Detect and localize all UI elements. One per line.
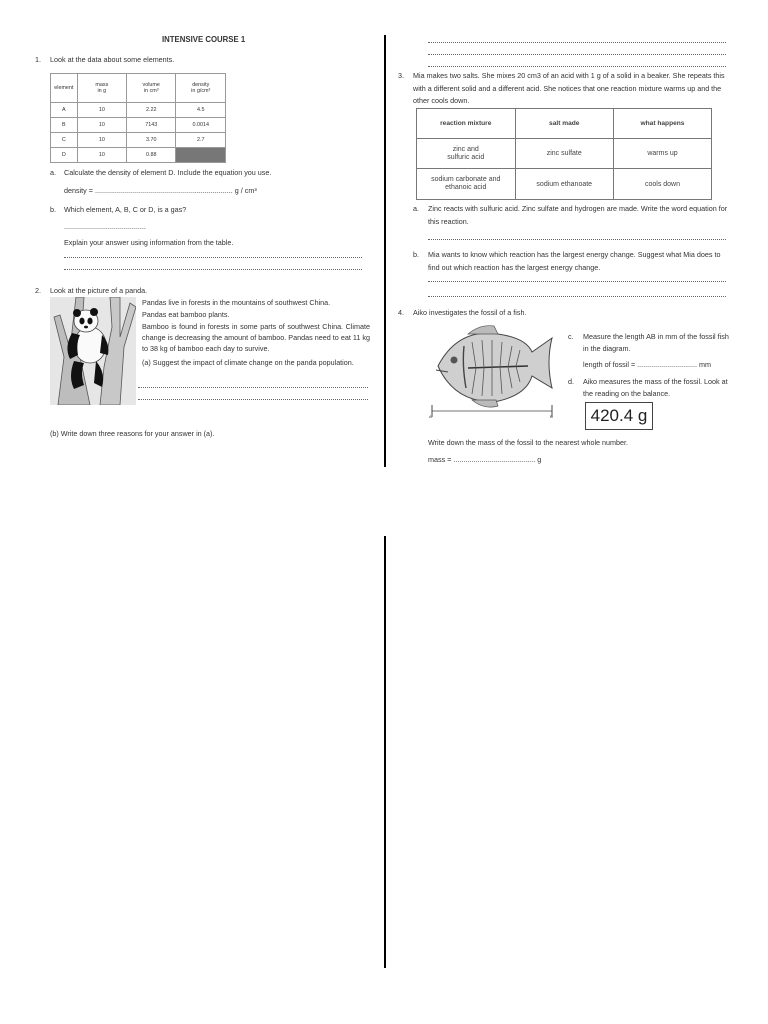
col-volume: volume in cm³ (126, 74, 176, 103)
cell: 2.22 (126, 103, 176, 118)
q2a-answer-line[interactable] (138, 387, 368, 388)
answer-line[interactable] (428, 42, 726, 43)
q1-intro: Look at the data about some elements. (50, 55, 175, 64)
table-row (51, 103, 226, 118)
column-divider-bottom (384, 536, 386, 968)
panda-fact-2: Pandas eat bamboo plants. (142, 310, 230, 319)
label-b: B (550, 414, 553, 419)
explain-answer-line[interactable] (64, 257, 362, 258)
q2b-text: (b) Write down three reasons for your answer in (a). (50, 429, 215, 438)
col-what-happens: what happens (614, 109, 712, 139)
scale-line-ab (428, 402, 556, 420)
cell: C (51, 133, 78, 148)
cell: zinc sulfate (515, 139, 614, 169)
q1a-text: Calculate the density of element D. Include the equation you use. (64, 168, 272, 177)
table-row (417, 169, 712, 200)
q4d-text: Aiko measures the mass of the fossil. Look at the reading on the balance. (583, 377, 728, 398)
q1-number: 1. (35, 55, 41, 64)
reaction-table (416, 108, 712, 200)
cell: 10 (77, 103, 126, 118)
cell: 2.7 (176, 133, 226, 148)
q2a-answer-line[interactable] (138, 399, 368, 400)
cell: A (51, 103, 78, 118)
col-density: density in g/cm³ (176, 74, 226, 103)
cell: 10 (77, 118, 126, 133)
cell: warms up (614, 139, 712, 169)
density-answer-line[interactable]: density = ..................................................................... g / cm³ (64, 186, 257, 195)
table-row (51, 148, 226, 163)
label-a: A (429, 414, 432, 419)
balance-reading: 420.4 g (585, 402, 653, 430)
q3-intro: Mia makes two salts. She mixes 20 cm3 of an acid with 1 g of a solid in a beaker. She repeats this with a different solid and a different acid. She notices that one reaction mixture warms up and the other cools down. (413, 71, 725, 105)
cell: zinc and sulfuric acid (417, 139, 516, 169)
q3b-label: b. (413, 250, 419, 259)
cell: 10 (77, 148, 126, 163)
q1b-label: b. (50, 205, 56, 214)
q4-intro: Aiko investigates the fossil of a fish. (413, 308, 527, 317)
col-mass: mass in g (77, 74, 126, 103)
cell: D (51, 148, 78, 163)
q3-number: 3. (398, 71, 404, 80)
q2-number: 2. (35, 286, 41, 295)
cell: 10 (77, 133, 126, 148)
q4c-text: Measure the length AB in mm of the fossil fish in the diagram. (583, 332, 729, 353)
q1b-text: Which element, A, B, C or D, is a gas? (64, 205, 187, 214)
q2-intro: Look at the picture of a panda. (50, 286, 148, 295)
gas-answer-line[interactable]: ......................................... (64, 222, 146, 231)
length-answer-line[interactable]: length of fossil = .............................. mm (583, 360, 712, 369)
table-row (51, 118, 226, 133)
cell: 4.5 (176, 103, 226, 118)
panda-fact-1: Pandas live in forests in the mountains of southwest China. (142, 298, 331, 307)
col-element: element (51, 74, 78, 103)
q3b-answer-line[interactable] (428, 296, 726, 297)
q4d-label: d. (568, 377, 574, 386)
q3b-answer-line[interactable] (428, 281, 726, 282)
cell: sodium ethanoate (515, 169, 614, 200)
answer-line[interactable] (428, 54, 726, 55)
element-table (50, 73, 226, 163)
panda-fact-3: Bamboo is found in forests in some parts of southwest China. Climate change is decreasing the amount of bamboo. Pandas need to eat 11 kg to 38 kg of bamboo each day to survive. (142, 322, 370, 353)
table-row (417, 139, 712, 169)
cell: cools down (614, 169, 712, 200)
mass-answer-line[interactable]: mass = ......................................... g (428, 455, 542, 464)
q4c-label: c. (568, 332, 574, 341)
q3a-text: Zinc reacts with sulfuric acid. Zinc sulfate and hydrogen are made. Write the word equation for this reaction. (428, 204, 728, 226)
q3a-answer-line[interactable] (428, 239, 726, 240)
cell: sodium carbonate and ethanoic acid (417, 169, 516, 200)
page-title: INTENSIVE COURSE 1 (162, 35, 246, 44)
col-reaction-mixture: reaction mixture (417, 109, 516, 139)
cell: B (51, 118, 78, 133)
cell: 7143 (126, 118, 176, 133)
cell: 0.0014 (176, 118, 226, 133)
explain-text: Explain your answer using information from the table. (64, 238, 234, 247)
nearest-whole-text: Write down the mass of the fossil to the nearest whole number. (428, 438, 629, 447)
q1a-label: a. (50, 168, 56, 177)
explain-answer-line[interactable] (64, 269, 362, 270)
column-divider-top (384, 35, 386, 467)
q3b-text: Mia wants to know which reaction has the largest energy change. Suggest what Mia does to find out which reaction has the largest energy change. (428, 250, 721, 272)
shaded-answer-cell (176, 148, 226, 163)
panda-picture (50, 297, 136, 405)
q2a-text: (a) Suggest the impact of climate change on the panda population. (142, 358, 354, 367)
cell: 0.88 (126, 148, 176, 163)
q3a-label: a. (413, 204, 419, 213)
cell: 3.70 (126, 133, 176, 148)
table-row (51, 133, 226, 148)
col-salt-made: salt made (515, 109, 614, 139)
q4-number: 4. (398, 308, 404, 317)
answer-line[interactable] (428, 66, 726, 67)
